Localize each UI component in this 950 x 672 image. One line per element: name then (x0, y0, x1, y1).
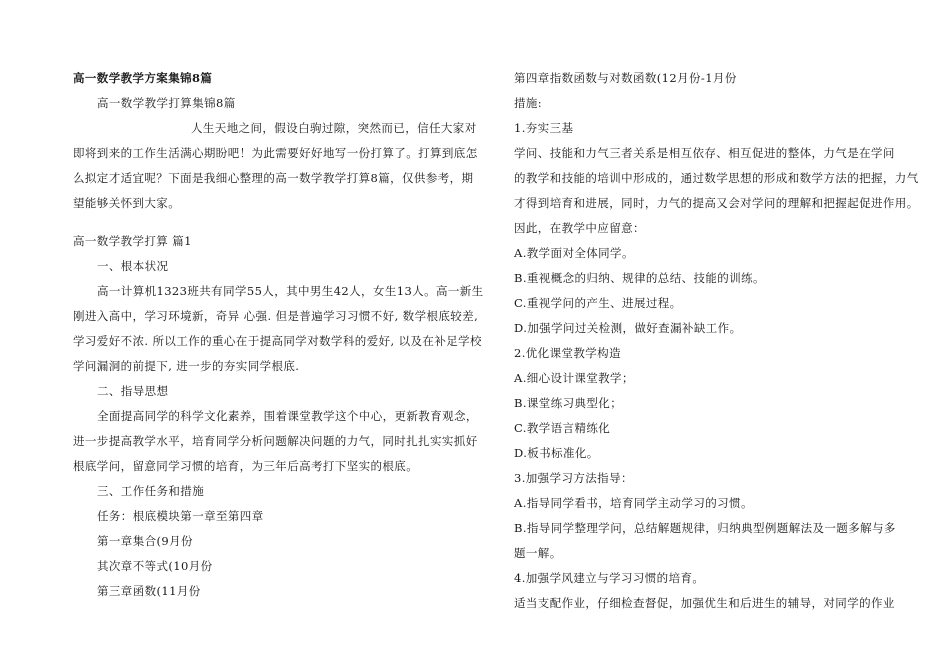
body-line: 学习爱好不浓. 所以工作的重心在于提高同学对数学科的爱好, 以及在补足学校 (73, 334, 482, 348)
body-line: 刚进入高中，学习环境新，奇异 心强. 但是普遍学习习惯不好, 数学根底较差, (73, 309, 479, 323)
section-heading: 二、指导思想 (97, 384, 169, 398)
right-column (514, 66, 919, 616)
section-heading: 一、根本状况 (97, 259, 169, 273)
article-heading: 高一数学教学打算 篇1 (73, 234, 192, 248)
list-item: A.教学面对全体同学。 (514, 246, 634, 260)
list-item: A.指导同学看书，培育同学主动学习的习惯。 (514, 496, 753, 510)
task-line: 第一章集合(9月份 (97, 534, 193, 548)
body-line: 高一计算机1323班共有同学55人，其中男生42人，女生13人。高一新生 (97, 284, 484, 298)
list-item: A.细心设计课堂教学； (514, 371, 634, 385)
task-line: 其次章不等式(10月份 (97, 559, 213, 573)
chapter-line: 第四章指数函数与对数函数(12月份-1月份 (514, 71, 737, 85)
body-line: 因此，在教学中应留意： (514, 221, 645, 235)
list-item: 4.加强学风建立与学习习惯的培育。 (514, 571, 705, 585)
intro-line: 人生天地之间，假设白驹过隙，突然而已，信任大家对 (191, 121, 477, 135)
list-item: C.教学语言精练化 (514, 421, 611, 435)
body-line: 全面提高同学的科学文化素养，围着课堂教学这个中心，更新教育观念， (97, 409, 478, 423)
body-line: 适当支配作业，仔细检查督促，加强优生和后进生的辅导，对同学的作业 (514, 596, 895, 610)
body-line: 学问、技能和力气三者关系是相互依存、相互促进的整体，力气是在学问 (514, 146, 895, 160)
list-item: D.板书标准化。 (514, 446, 599, 460)
measures-label: 措施: (514, 96, 543, 110)
list-item: D.加强学问过关检测，做好查漏补缺工作。 (514, 321, 742, 335)
list-item: 3.加强学习方法指导： (514, 471, 633, 485)
task-line: 第三章函数(11月份 (97, 584, 201, 598)
list-item: C.重视学问的产生、进展过程。 (514, 296, 682, 310)
body-line: 才得到培育和进展，同时，力气的提高又会对学问的理解和把握起促进作用。 (514, 196, 919, 210)
list-item: B.重视概念的归纳、规律的总结、技能的训练。 (514, 271, 765, 285)
body-line: B.指导同学整理学问，总结解题规律，归纳典型例题解法及一题多解与多 (514, 521, 896, 535)
left-column (73, 66, 484, 604)
list-item: 2.优化课堂教学构造 (514, 346, 621, 360)
document-subtitle: 高一数学教学打算集锦8篇 (97, 96, 236, 110)
intro-line: 望能够关怀到大家。 (73, 196, 181, 210)
body-line: 进一步提高教学水平，培育同学分析问题解决问题的力气，同时扎扎实实抓好 (73, 434, 478, 448)
intro-line: 即将到来的工作生活满心期盼吧！为此需要好好地写一份打算了。打算到底怎 (73, 146, 478, 160)
body-line: 学问漏洞的前提下, 进一步的夯实同学根底. (73, 359, 300, 373)
document-title: 高一数学教学方案集锦8篇 (73, 71, 213, 85)
body-line: 的教学和技能的培训中形成的，通过数学思想的形成和数学方法的把握，力气 (514, 171, 919, 185)
section-heading: 三、工作任务和措施 (97, 484, 205, 498)
body-line: 题一解。 (514, 546, 562, 560)
list-item: B.课堂练习典型化； (514, 396, 623, 410)
spacer (73, 216, 465, 229)
intro-line: 么拟定才适宜呢？下面是我细心整理的高一数学教学打算8篇，仅供参考，期 (73, 171, 474, 185)
body-line: 根底学问，留意同学习惯的培育，为三年后高考打下坚实的根底。 (73, 459, 419, 473)
task-line: 任务：根底模块第一章至第四章 (97, 509, 264, 523)
list-item: 1.夯实三基 (514, 121, 574, 135)
